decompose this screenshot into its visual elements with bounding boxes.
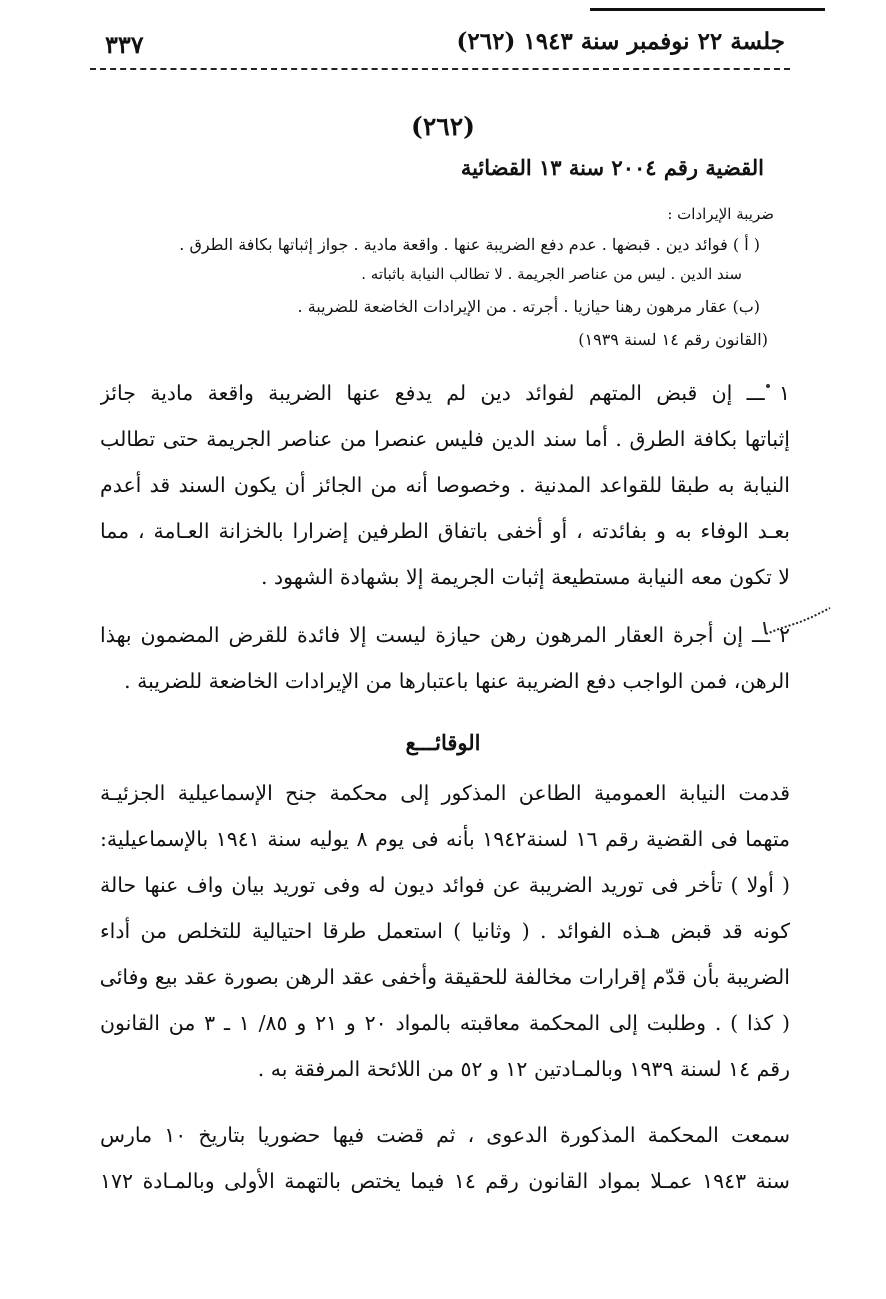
text-line: الضريبة بأن قدّم إقرارات مخالفة للحقيقة وأخفى عقد الرهن بصورة عقد بيع وفائى xyxy=(100,965,790,989)
text-line: ( أولا ) تأخر فى توريد الضريبة عن فوائد ديون له وفى توريد بيان واف عنها حالة xyxy=(100,873,790,897)
principle-2 xyxy=(100,612,790,704)
case-number: (٢٦٢) xyxy=(411,112,475,141)
text-line: كونه قد قبض هـذه الفوائد . ( وثانيا ) استعمل طرقا احتيالية للتخلص من أداء xyxy=(100,919,790,943)
text-line: سنة ١٩٤٣ عمـلا بمواد القانون رقم ١٤ فيما يختص بالتهمة الأولى وبالمـادة ١٧٢ xyxy=(100,1169,790,1193)
text-line: بعـد الوفاء به و بفائدته ، أو أخفى باتفاق الطرفين إضرارا بالخزانة العـامة ، مما xyxy=(100,519,790,543)
running-head-title: جلسة ٢٢ نوفمبر سنة ١٩٤٣ (٢٦٢) xyxy=(456,28,785,55)
text-line: النيابة به طبقا للقواعد المدنية . وخصوصا أنه من الجائز أن يكون السند قد أعدم xyxy=(100,473,790,497)
top-rule xyxy=(590,8,825,11)
facts-paragraph-1 xyxy=(100,770,790,1092)
text-line: قدمت النيابة العمومية الطاعن المذكور إلى محكمة جنح الإسماعيلية الجزئيـة xyxy=(100,781,790,805)
headnote-line: سند الدين . ليس من عناصر الجريمة . لا تطالب النيابة باثباته . xyxy=(361,265,742,283)
headnote-subject: ضريبة الإيرادات : xyxy=(667,205,774,223)
principle-1 xyxy=(100,370,790,600)
text-line: سمعت المحكمة المذكورة الدعوى ، ثم قضت فيها حضوريا بتاريخ ١٠ مارس xyxy=(100,1123,790,1147)
text-line: ( كذا ) . وطلبت إلى المحكمة معاقبته بالمواد ٢٠ و ٢١ و ٨٥/ ١ ـ ٣ من القانون xyxy=(100,1011,790,1035)
headnote-law-reference: (القانون رقم ١٤ لسنة ١٩٣٩) xyxy=(578,330,768,349)
page-number: ٣٣٧ xyxy=(105,30,144,59)
facts-heading: الوقائـــع xyxy=(405,730,481,755)
headnote-line: (ب) عقار مرهون رهنا حيازيا . أجرته . من الإيرادات الخاضعة للضريبة . xyxy=(297,297,760,316)
text-line: الرهن، فمن الواجب دفع الضريبة عنها باعتبارها من الإيرادات الخاضعة للضريبة . xyxy=(124,669,790,693)
running-head xyxy=(95,28,795,64)
case-title: القضية رقم ٢٠٠٤ سنة ١٣ القضائية xyxy=(460,155,764,180)
text-line: ١ ـــ إن قبض المتهم لفوائد دين لم يدفع عنها الضريبة واقعة مادية جائز xyxy=(100,381,790,405)
header-divider xyxy=(90,68,790,70)
text-line: رقم ١٤ لسنة ١٩٣٩ وبالمـادتين ١٢ و ٥٢ من اللائحة المرفقة به . xyxy=(257,1057,790,1081)
text-line: ٢ ـــ إن أجرة العقار المرهون رهن حيازة ليست إلا فائدة للقرض المضمون بهذا xyxy=(100,623,790,647)
text-line: لا تكون معه النيابة مستطيعة إثبات الجريمة إلا بشهادة الشهود . xyxy=(260,565,790,589)
facts-paragraph-2 xyxy=(100,1112,790,1204)
text-line: إثباتها بكافة الطرق . أما سند الدين فليس عنصرا من عناصر الجريمة حتى تطالب xyxy=(100,427,790,451)
headnote-line: ( أ ) فوائد دين . قبضها . عدم دفع الضريبة عنها . واقعة مادية . جواز إثباتها بكافة الطرق . xyxy=(179,235,760,254)
text-line: متهما فى القضية رقم ١٦ لسنة١٩٤٢ بأنه فى يوم ٨ يوليه سنة ١٩٤١ بالإسماعيلية: xyxy=(100,827,790,851)
